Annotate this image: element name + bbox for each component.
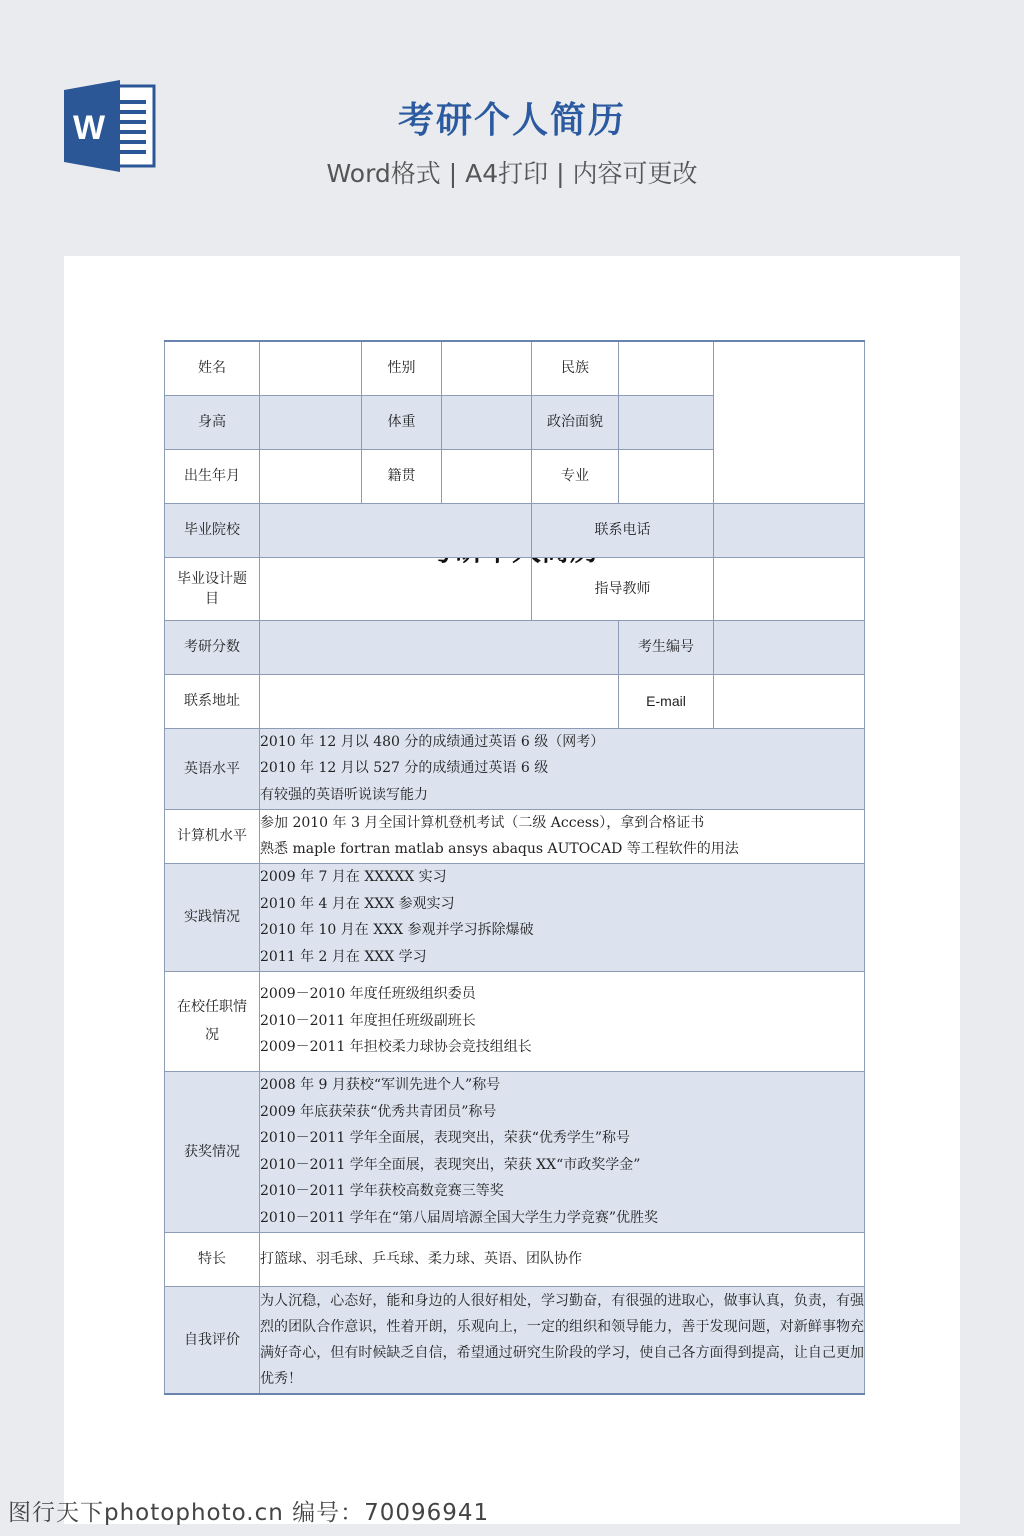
skills-content (260, 1232, 865, 1286)
watermark-text: 图行天下photophoto.cn 编号：70096941 (8, 1500, 490, 1526)
address-value[interactable] (260, 674, 619, 728)
practice-label: 实践情况 (165, 863, 260, 971)
weight-value[interactable] (442, 395, 532, 449)
major-label: 专业 (532, 449, 619, 503)
positions-label: 在校任职情况 (165, 971, 260, 1071)
ethnicity-label: 民族 (532, 341, 619, 395)
practice-line: 2010 年 4 月在 XXX 参观实习 (260, 895, 455, 912)
score-label: 考研分数 (165, 620, 260, 674)
gender-label: 性别 (362, 341, 442, 395)
skills-label: 特长 (165, 1232, 260, 1286)
self-eval-text: 为人沉稳，心态好，能和身边的人很好相处，学习勤奋，有很强的进取心，做事认真，负责，有强烈的团队合作意识，性着开朗，乐观向上，一定的组织和领导能力，善于发现问题，对新鲜事物充满好奇心，但有时候缺乏自信，希望通过研究生阶段的学习，使自己各方面得到提高，让自己更加优秀！ (260, 1286, 865, 1394)
computer-line: 参加 2010 年 3 月全国计算机登机考试（二级 Access），拿到合格证书 (260, 814, 705, 831)
phone-label: 联系电话 (532, 503, 714, 557)
email-label: E-mail (619, 674, 714, 728)
positions-content (260, 971, 865, 1071)
promo-header (0, 0, 1024, 230)
english-line: 2010 年 12 月以 480 分的成绩通过英语 6 级（网考） (260, 733, 605, 750)
resume-table (164, 340, 865, 1395)
computer-label: 计算机水平 (165, 809, 260, 863)
height-label: 身高 (165, 395, 260, 449)
practice-content (260, 863, 865, 971)
awards-line: 2010－2011 学年全面展，表现突出，荣获 XX“市政奖学金” (260, 1156, 641, 1173)
major-value[interactable] (619, 449, 714, 503)
english-label: 英语水平 (165, 728, 260, 809)
name-label: 姓名 (165, 341, 260, 395)
awards-line: 2009 年底获荣获“优秀共青团员”称号 (260, 1103, 497, 1120)
birth-value[interactable] (260, 449, 362, 503)
height-value[interactable] (260, 395, 362, 449)
gender-value[interactable] (442, 341, 532, 395)
exam-no-value[interactable] (714, 620, 865, 674)
political-label: 政治面貌 (532, 395, 619, 449)
score-value[interactable] (260, 620, 619, 674)
school-value[interactable] (260, 503, 532, 557)
english-line: 有较强的英语听说读写能力 (260, 786, 428, 803)
school-label: 毕业院校 (165, 503, 260, 557)
positions-line: 2009－2010 年度任班级组织委员 (260, 986, 476, 1003)
weight-label: 体重 (362, 395, 442, 449)
native-value[interactable] (442, 449, 532, 503)
english-content (260, 728, 865, 809)
native-label: 籍贯 (362, 449, 442, 503)
thesis-label: 毕业设计题目 (165, 557, 260, 620)
advisor-value[interactable] (714, 557, 865, 620)
header-subtitle: Word格式 | A4打印 | 内容可更改 (326, 159, 698, 188)
awards-line: 2010－2011 学年在“第八届周培源全国大学生力学竞赛”优胜奖 (260, 1209, 659, 1226)
english-line: 2010 年 12 月以 527 分的成绩通过英语 6 级 (260, 760, 549, 777)
word-logo-letter: W (72, 109, 106, 147)
address-label: 联系地址 (165, 674, 260, 728)
computer-content (260, 809, 865, 863)
advisor-label: 指导教师 (532, 557, 714, 620)
awards-line: 2010－2011 学年全面展，表现突出，荣获“优秀学生”称号 (260, 1130, 631, 1146)
thesis-value[interactable] (260, 557, 532, 620)
header-title: 考研个人简历 (397, 100, 626, 141)
exam-no-label: 考生编号 (619, 620, 714, 674)
awards-label: 获奖情况 (165, 1071, 260, 1232)
awards-line: 2008 年 9 月获校“军训先进个人”称号 (260, 1077, 501, 1093)
self-eval-label: 自我评价 (165, 1286, 260, 1394)
phone-value[interactable] (714, 503, 865, 557)
awards-content (260, 1071, 865, 1232)
positions-line: 2009－2011 年担校柔力球协会竞技组组长 (260, 1039, 532, 1056)
computer-line: 熟悉 maple fortran matlab ansys abaqus AUTOCAD 等工程软件的用法 (260, 841, 739, 857)
skills-text: 打篮球、羽毛球、乒乓球、柔力球、英语、团队协作 (260, 1250, 582, 1267)
name-value[interactable] (260, 341, 362, 395)
ethnicity-value[interactable] (619, 341, 714, 395)
practice-line: 2011 年 2 月在 XXX 学习 (260, 948, 427, 965)
positions-line: 2010－2011 年度担任班级副班长 (260, 1012, 476, 1029)
practice-line: 2009 年 7 月在 XXXXX 实习 (260, 869, 447, 885)
photo-box[interactable] (714, 341, 865, 503)
awards-line: 2010－2011 学年获校高数竞赛三等奖 (260, 1183, 504, 1199)
political-value[interactable] (619, 395, 714, 449)
email-value[interactable] (714, 674, 865, 728)
practice-line: 2010 年 10 月在 XXX 参观并学习拆除爆破 (260, 922, 534, 938)
birth-label: 出生年月 (165, 449, 260, 503)
